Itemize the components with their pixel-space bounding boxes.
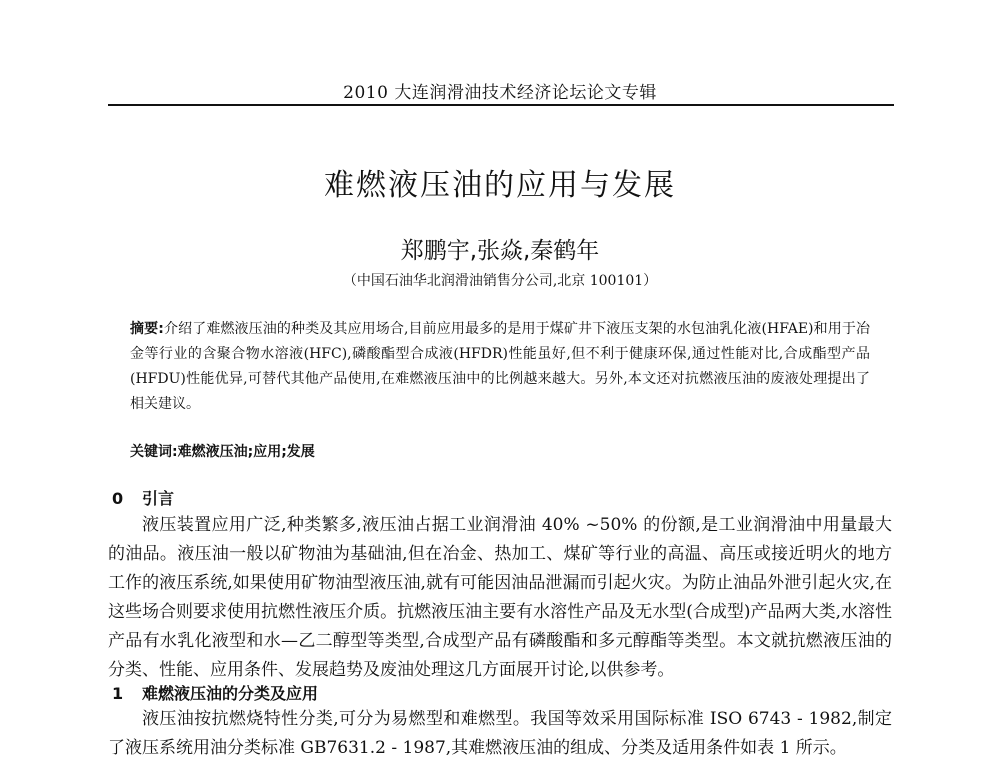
section-number: 0	[112, 489, 124, 508]
keywords: 关键词:难燃液压油;应用;发展	[130, 444, 315, 460]
paper-affiliation: （中国石油华北润滑油销售分公司,北京 100101）	[342, 273, 658, 289]
running-header: 2010 大连润滑油技术经济论坛论文专辑	[343, 83, 657, 103]
section-body-classification: 液压油按抗燃烧特性分类,可分为易燃型和难燃型。我国等效采用国际标准 ISO 6743 - 1982,制定了液压系统用油分类标准 GB7631.2 - 1987,其难燃液压油的组成、分类及适用条件如表 1 所示。	[108, 709, 892, 758]
header-rule	[108, 104, 894, 106]
section-title: 引言	[142, 489, 175, 508]
section-heading-classification	[112, 681, 318, 704]
abstract-label: 摘要:	[130, 321, 164, 337]
abstract	[130, 317, 870, 417]
section-heading-intro	[112, 486, 174, 509]
section-body-intro: 液压装置应用广泛,种类繁多,液压油占据工业润滑油 40% ~50% 的份额,是工业润滑油中用量最大的油品。液压油一般以矿物油为基础油,但在冶金、热加工、煤矿等行业的高温、高压或接近明火的地方工作的液压系统,如果使用矿物油型液压油,就有可能因油品泄漏而引起火灾。为防止油品外泄引起火灾,在这些场合则要求使用抗燃性液压介质。抗燃液压油主要有水溶性产品及无水型(合成型)产品两大类,水溶性产品有水乳化液型和水—乙二醇型等类型,合成型产品有磷酸酯和多元醇酯等类型。本文就抗燃液压油的分类、性能、应用条件、发展趋势及废油处理这几方面展开讨论,以供参考。	[108, 515, 892, 680]
section-number: 1	[112, 684, 124, 703]
paper-title: 难燃液压油的应用与发展	[324, 168, 676, 203]
section-title: 难燃液压油的分类及应用	[142, 684, 319, 703]
abstract-text: 介绍了难燃液压油的种类及其应用场合,目前应用最多的是用于煤矿井下液压支架的水包油乳化液(HFAE)和用于冶金等行业的含聚合物水溶液(HFC),磷酸酯型合成液(HFDR)性能虽好,但不利于健康环保,通过性能对比,合成酯型产品(HFDU)性能优异,可替代其他产品使用,在难燃液压油中的比例越来越大。另外,本文还对抗燃液压油的废液处理提出了相关建议。	[130, 321, 870, 412]
paper-authors: 郑鹏宇,张焱,秦鹤年	[400, 238, 600, 264]
